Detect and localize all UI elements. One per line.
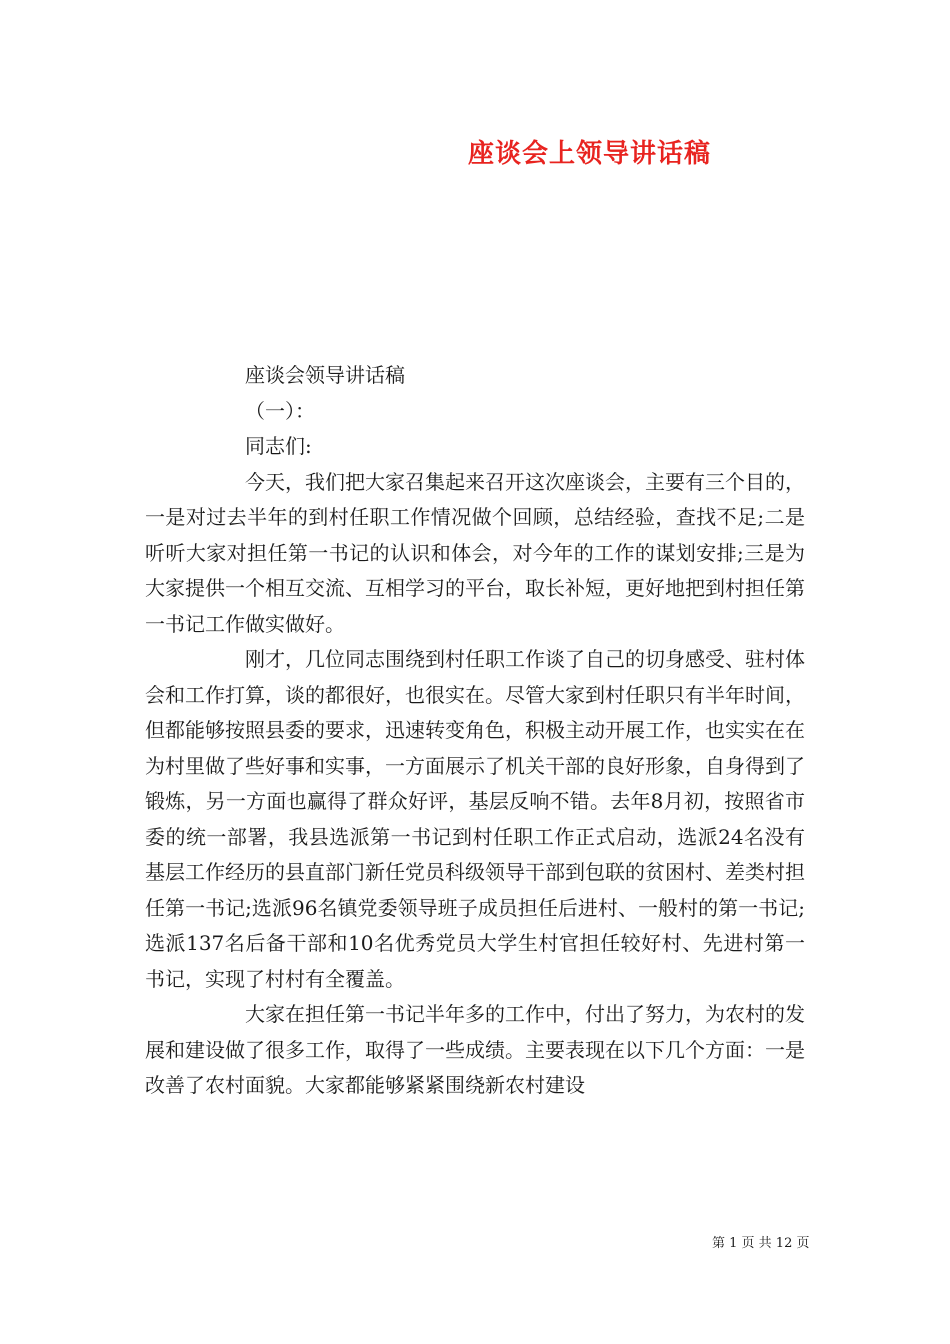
paragraph: 今天，我们把大家召集起来召开这次座谈会，主要有三个目的，一是对过去半年的到村任职工作情况做个回顾，总结经验，查找不足;二是听听大家对担任第一书记的认识和体会，对今年的工作的谋划安排;三是为大家提供一个相互交流、互相学习的平台，取长补短，更好地把到村担任第一书记工作做实做好。 (145, 469, 805, 636)
document-body (145, 358, 805, 1104)
paragraph: 刚才，几位同志围绕到村任职工作谈了自己的切身感受、驻村体会和工作打算，谈的都很好，也很实在。尽管大家到村任职只有半年时间，但都能够按照县委的要求，迅速转变角色，积极主动开展工作，也实实在在为村里做了些好事和实事，一方面展示了机关干部的良好形象，自身得到了锻炼，另一方面也赢得了群众好评，基层反响不错。去年8月初，按照省市委的统一部署，我县选派第一书记到村任职工作正式启动，选派24名没有基层工作经历的县直部门新任党员科级领导干部到包联的贫困村、差类村担任第一书记;选派96名镇党委领导班子成员担任后进村、一般村的第一书记;选派137名后备干部和10名优秀党员大学生村官担任较好村、先进村第一书记，实现了村村有全覆盖。 (145, 647, 805, 991)
page-number: 第 1 页 共 12 页 (712, 1236, 810, 1251)
document-title: 座谈会上领导讲话稿 (468, 139, 712, 169)
section-marker: （一）： (245, 398, 315, 423)
document-subtitle: 座谈会领导讲话稿 (245, 363, 405, 387)
paragraph: 大家在担任第一书记半年多的工作中，付出了努力，为农村的发展和建设做了很多工作，取得了一些成绩。主要表现在以下几个方面：一是改善了农村面貌。大家都能够紧紧围绕新农村建设 (145, 1002, 805, 1097)
salutation: 同志们: (245, 434, 312, 458)
